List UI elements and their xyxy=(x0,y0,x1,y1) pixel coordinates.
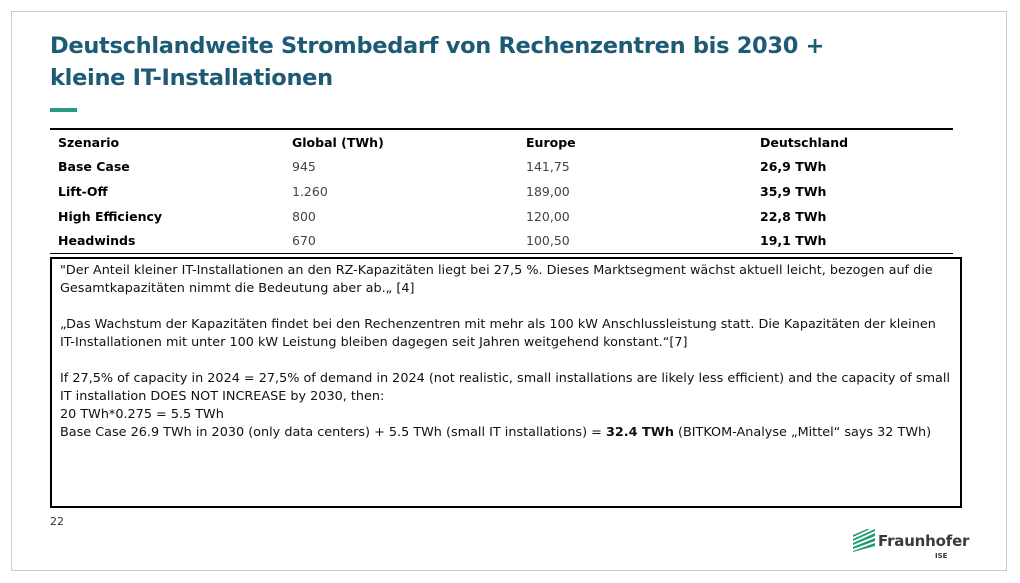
table-row xyxy=(50,179,953,204)
slide-title xyxy=(50,30,950,94)
scenario-name: Lift-Off xyxy=(58,183,108,199)
fraunhofer-mark-icon xyxy=(852,528,876,552)
deutschland-value: 22,8 TWh xyxy=(760,208,827,224)
result-suffix: (BITKOM-Analyse „Mittel“ says 32 TWh) xyxy=(673,425,932,440)
table-row xyxy=(50,204,953,229)
table-header-row xyxy=(50,129,953,155)
title-line-1: Deutschlandweite Strombedarf von Rechenzentren bis 2030 + xyxy=(50,33,825,59)
header-global: Global (TWh) xyxy=(292,134,384,150)
assumption-text: If 27,5% of capacity in 2024 = 27,5% of demand in 2024 (not realistic, small installations are likely less efficient) and the capacity of small IT installation DOES NOT INCREASE by 2030, then: xyxy=(60,371,951,404)
deutschland-value: 26,9 TWh xyxy=(760,159,827,175)
global-value: 945 xyxy=(292,159,316,175)
quote-small-it-share: "Der Anteil kleiner IT-Installationen an den RZ-Kapazitäten liegt bei 27,5 %. Dieses Marktsegment wächst aktuell leicht, bezogen auf die Gesamtkapazitäten nimmt die Bedeutung aber ab.„ [4] xyxy=(60,263,933,296)
title-accent-bar xyxy=(50,108,77,112)
global-value: 1.260 xyxy=(292,183,328,199)
fraunhofer-logo xyxy=(852,528,982,564)
header-deutschland: Deutschland xyxy=(760,134,849,150)
header-szenario: Szenario xyxy=(58,134,120,150)
result-text xyxy=(60,424,950,442)
title-line-2: kleine IT-Installationen xyxy=(50,65,333,91)
europe-value: 189,00 xyxy=(526,183,570,199)
europe-value: 120,00 xyxy=(526,208,570,224)
notes-box xyxy=(50,257,962,508)
table-row xyxy=(50,155,953,180)
scenario-name: Base Case xyxy=(58,159,130,175)
europe-value: 100,50 xyxy=(526,233,570,249)
scenario-name: High Efficiency xyxy=(58,208,163,224)
calculation-text: 20 TWh*0.275 = 5.5 TWh xyxy=(60,407,224,422)
paragraph-gap xyxy=(60,298,950,316)
scenario-table xyxy=(50,128,953,254)
quote-capacity-growth: „Das Wachstum der Kapazitäten findet bei den Rechenzentren mit mehr als 100 kW Anschlussleistung statt. Die Kapazitäten der kleinen IT-Installationen mit unter 100 kW Leistung bleiben dagegen seit Jahren weitgehend konstant.“[7] xyxy=(60,317,936,350)
global-value: 670 xyxy=(292,233,316,249)
scenario-name: Headwinds xyxy=(58,233,136,249)
logo-sub: ISE xyxy=(935,552,948,560)
europe-value: 141,75 xyxy=(526,159,570,175)
logo-name: Fraunhofer xyxy=(878,532,970,550)
global-value: 800 xyxy=(292,208,316,224)
result-total: 32.4 TWh xyxy=(605,425,674,440)
result-prefix: Base Case 26.9 TWh in 2030 (only data centers) + 5.5 TWh (small IT installations) = xyxy=(60,425,606,440)
deutschland-value: 19,1 TWh xyxy=(760,233,827,249)
page-number: 22 xyxy=(50,515,64,528)
table-row xyxy=(50,228,953,253)
deutschland-value: 35,9 TWh xyxy=(760,183,827,199)
paragraph-gap xyxy=(60,352,950,370)
header-europe: Europe xyxy=(526,134,576,150)
